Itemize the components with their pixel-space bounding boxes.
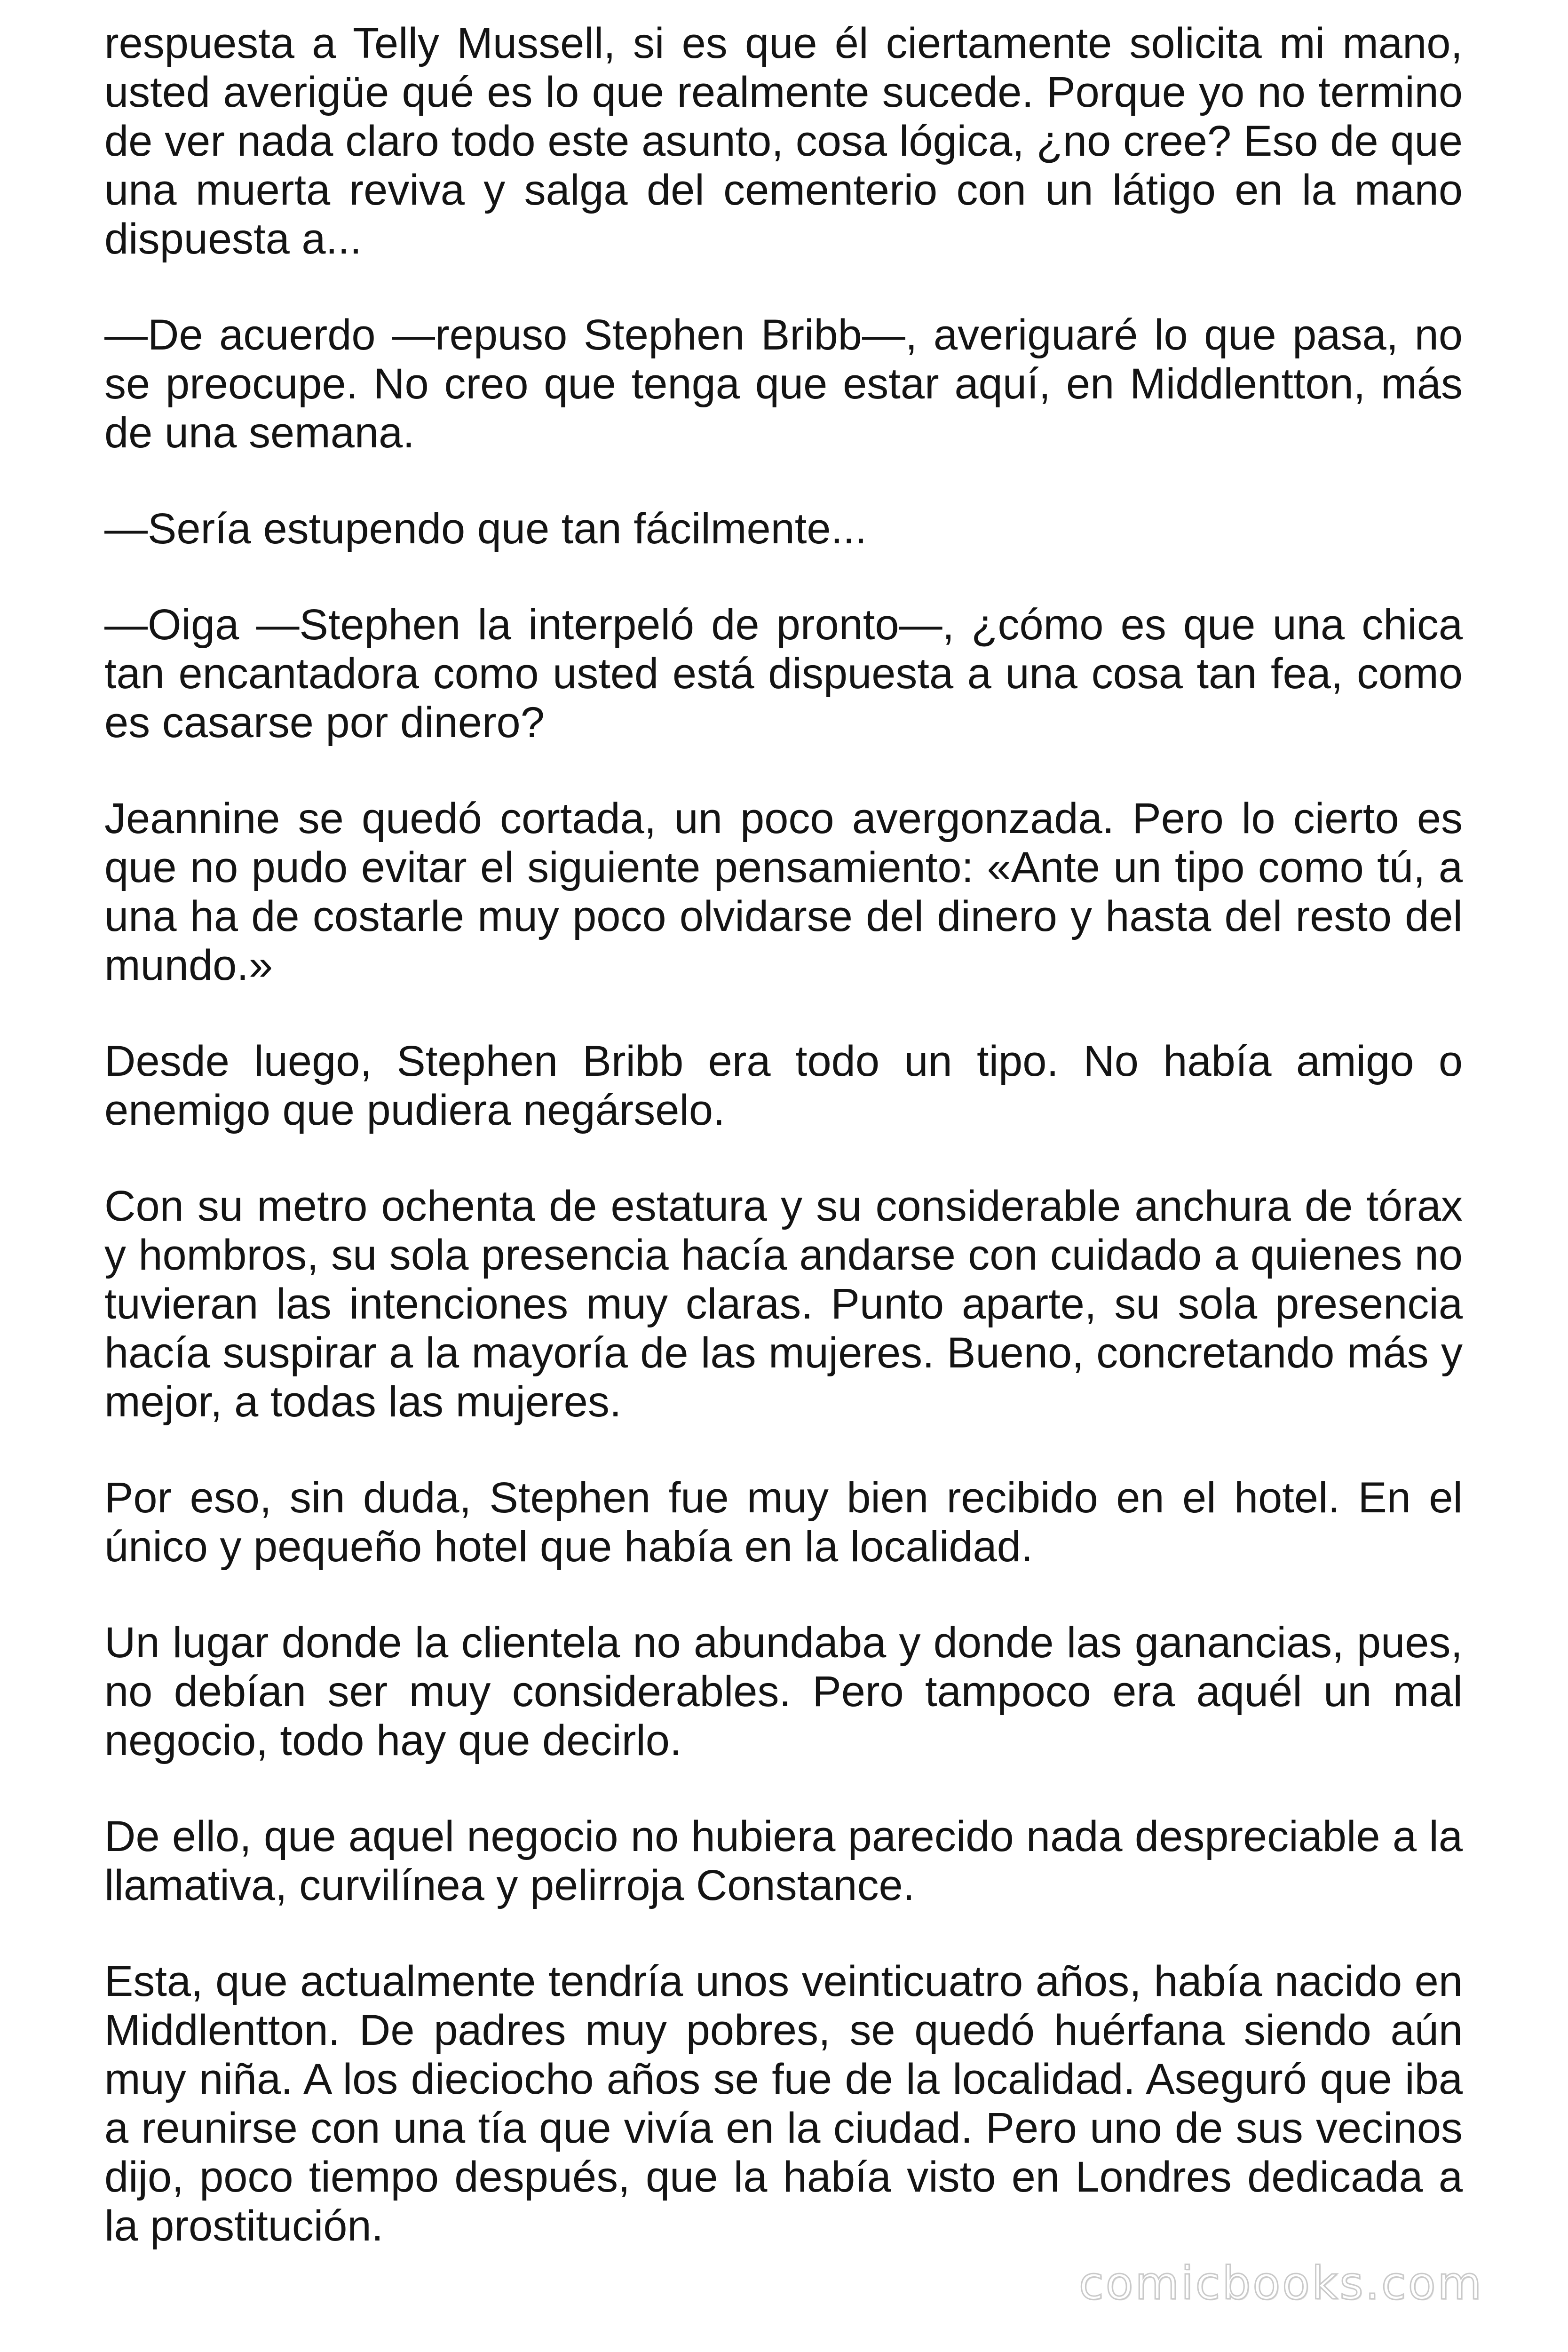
paragraph: Jeannine se quedó cortada, un poco avergonzada. Pero lo cierto es que no pudo evitar el siguiente pensamiento: «Ante un tipo como tú, a una ha de costarle muy poco olvidarse del dinero y hasta del resto del mundo.»: [104, 795, 1463, 989]
paragraph: Por eso, sin duda, Stephen fue muy bien recibido en el hotel. En el único y pequeño hotel que había en la localidad.: [104, 1474, 1463, 1571]
page-body: [104, 19, 1463, 2297]
paragraph: De ello, que aquel negocio no hubiera parecido nada despreciable a la llamativa, curvilínea y pelirroja Constance.: [104, 1812, 1463, 1909]
watermark: comicbooks.com: [1078, 2257, 1483, 2310]
paragraph: respuesta a Telly Mussell, si es que él ciertamente solicita mi mano, usted averigüe qué es lo que realmente sucede. Porque yo no termino de ver nada claro todo este asunto, cosa lógica, ¿no cree? Eso de que una muerta reviva y salga del cementerio con un látigo en la mano dispuesta a...: [104, 19, 1463, 263]
paragraph: Un lugar donde la clientela no abundaba y donde las ganancias, pues, no debían ser muy considerables. Pero tampoco era aquél un mal negocio, todo hay que decirlo.: [104, 1619, 1463, 1764]
paragraph: —Sería estupendo que tan fácilmente...: [104, 505, 867, 553]
paragraph: Con su metro ochenta de estatura y su considerable anchura de tórax y hombros, su sola presencia hacía andarse con cuidado a quienes no tuvieran las intenciones muy claras. Punto aparte, su sola presencia hacía suspirar a la mayoría de las mujeres. Bueno, concretando más y mejor, a todas las mujeres.: [104, 1182, 1463, 1426]
paragraph: Desde luego, Stephen Bribb era todo un tipo. No había amigo o enemigo que pudiera negárselo.: [104, 1037, 1463, 1134]
paragraph: —Oiga —Stephen la interpeló de pronto—, ¿cómo es que una chica tan encantadora como usted está dispuesta a una cosa tan fea, como es casarse por dinero?: [104, 601, 1463, 747]
paragraph: Esta, que actualmente tendría unos veinticuatro años, había nacido en Middlentton. De padres muy pobres, se quedó huérfana siendo aún muy niña. A los dieciocho años se fue de la localidad. Aseguró que iba a reunirse con una tía que vivía en la ciudad. Pero uno de sus vecinos dijo, poco tiempo después, que la había visto en Londres dedicada a la prostitución.: [104, 1957, 1463, 2250]
paragraph: —De acuerdo —repuso Stephen Bribb—, averiguaré lo que pasa, no se preocupe. No creo que tenga que estar aquí, en Middlentton, más de una semana.: [104, 311, 1463, 457]
